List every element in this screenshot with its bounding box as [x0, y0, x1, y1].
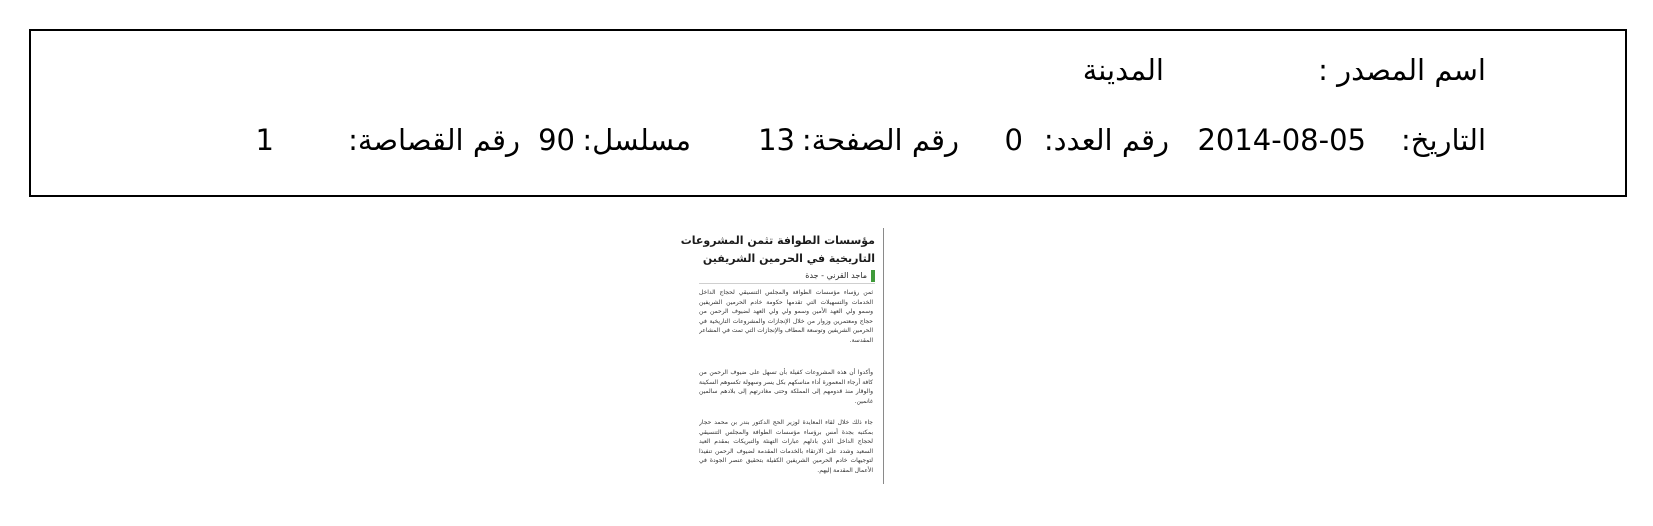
article-title-line2: التاريخية في الحرمين الشريفين	[702, 252, 875, 265]
source-label: اسم المصدر :	[1318, 53, 1486, 87]
byline-marker	[871, 270, 875, 282]
article-paragraph: وأكدوا أن هذه المشروعات كفيلة بأن تسهل على ضيوف الرحمن من كافة أرجاء المعمورة أداء مناسكهم بكل يسر وسهولة تكسوهم السكينة والوقار منذ قدومهم إلى المملكة وحتى مغادرتهم إلى بلادهم سالمين غانمين.	[699, 369, 873, 405]
date-value: 2014-08-05	[1197, 123, 1366, 157]
serial-label: مسلسل:	[582, 123, 691, 157]
serial-value: 90	[538, 123, 575, 157]
issue-label: رقم العدد:	[1043, 123, 1169, 157]
article-byline: ماجد القرني - جدة	[805, 271, 867, 280]
article-paragraph: جاء ذلك خلال لقاء المعايدة لوزير الحج الدكتور بندر بن محمد حجار بمكتبه بجدة أمس برؤساء مؤسسات الطوافة والمجلس التنسيقي لحجاج الداخل الذي بادلهم عبارات التهنئة والتبريكات بمقدم العيد السعيد وشدد على الارتقاء بالخدمات المقدمة لضيوف الرحمن تنفيذا لتوجيهات خادم الحرمين الشريفين الكفيلة بتحقيق عنصر الجودة في الأعمال المقدمة إليهم.	[699, 419, 873, 474]
byline-divider	[699, 283, 875, 284]
page-label: رقم الصفحة:	[801, 123, 959, 157]
clip-number-value: 1	[255, 123, 274, 157]
page-value: 13	[758, 123, 795, 157]
clip-number-label: رقم القصاصة:	[348, 123, 520, 157]
issue-value: 0	[1004, 123, 1023, 157]
column-rule	[883, 228, 884, 484]
article-clipping	[680, 228, 885, 484]
article-title-line1: مؤسسات الطوافة تثمن المشروعات	[680, 234, 875, 247]
article-paragraph: ثمن رؤساء مؤسسات الطوافة والمجلس التنسيقي لحجاج الداخل الخدمات والتسهيلات التي تقدمها حكومة خادم الحرمين الشريفين وسمو ولي العهد الأمين وسمو ولي ولي العهد لضيوف الرحمن من حجاج ومعتمرين وزوار من خلال الإنجازات والمشروعات التاريخية في الحرمين الشريفين وتوسعة المطاف والإنجازات التي تمت في المشاعر المقدسة.	[699, 289, 873, 344]
date-label: التاريخ:	[1400, 123, 1486, 157]
source-value: المدينة	[1082, 53, 1164, 87]
